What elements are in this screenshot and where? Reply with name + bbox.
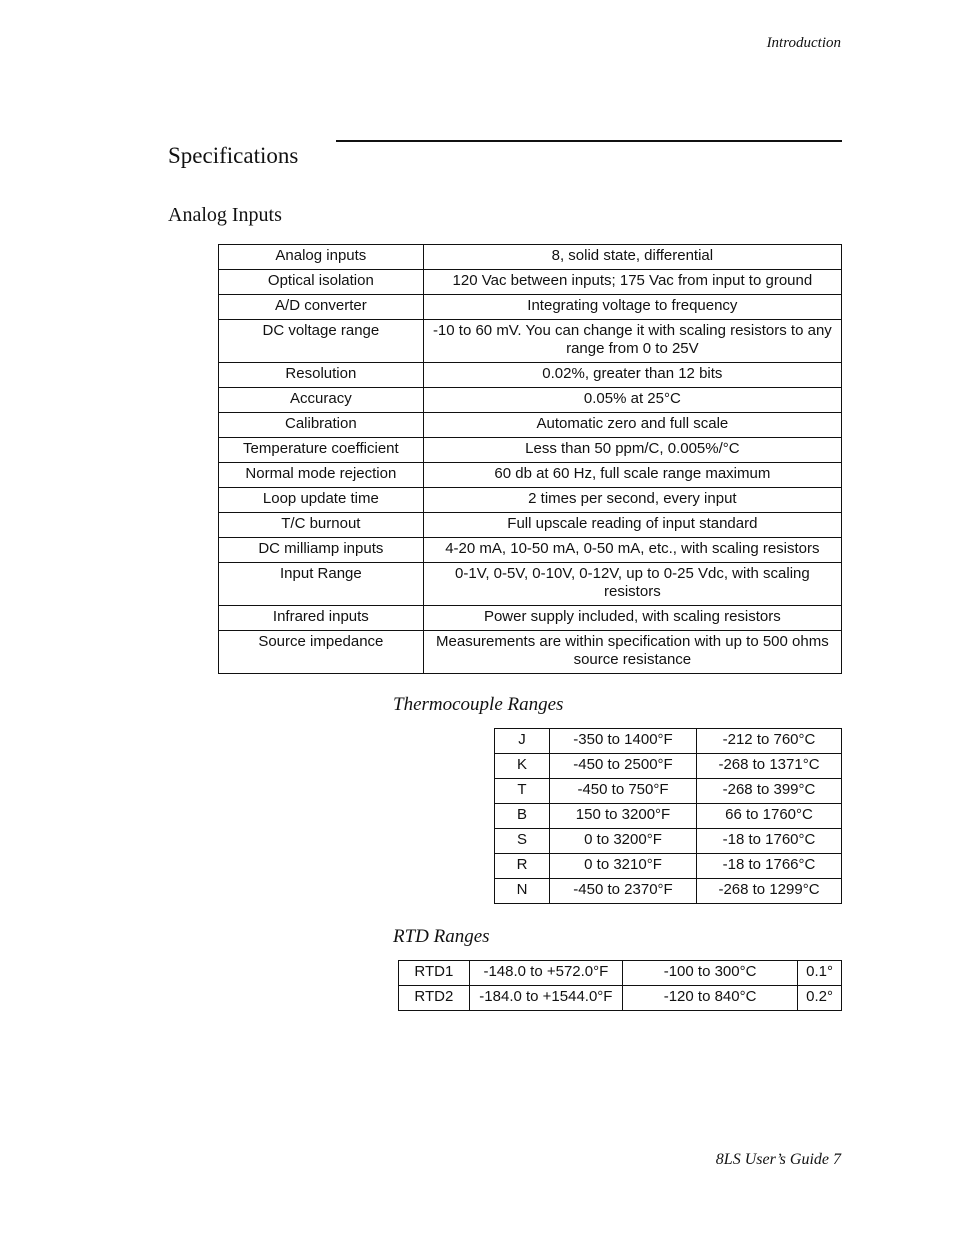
spec-label: Accuracy <box>219 388 424 413</box>
table-row <box>495 879 842 904</box>
tc-fahrenheit: -450 to 2370°F <box>550 879 697 904</box>
tc-celsius: -268 to 1371°C <box>697 754 842 779</box>
tc-type: K <box>495 754 550 779</box>
spec-value: Full upscale reading of input standard <box>423 513 841 538</box>
rtd-ranges-table <box>398 960 842 1011</box>
table-row <box>495 754 842 779</box>
spec-label: Loop update time <box>219 488 424 513</box>
table-row <box>219 538 842 563</box>
spec-value: 4-20 mA, 10-50 mA, 0-50 mA, etc., with scaling resistors <box>423 538 841 563</box>
table-row <box>219 270 842 295</box>
spec-label: Infrared inputs <box>219 606 424 631</box>
spec-value: 0.05% at 25°C <box>423 388 841 413</box>
spec-value: Less than 50 ppm/C, 0.005%/°C <box>423 438 841 463</box>
tc-fahrenheit: -450 to 750°F <box>550 779 697 804</box>
table-row <box>399 986 842 1011</box>
table-row <box>219 363 842 388</box>
tc-celsius: -18 to 1766°C <box>697 854 842 879</box>
rtd-resolution: 0.2° <box>798 986 842 1011</box>
spec-value: 120 Vac between inputs; 175 Vac from input to ground <box>423 270 841 295</box>
table-row <box>219 606 842 631</box>
running-footer: 8LS User’s Guide 7 <box>715 1151 841 1168</box>
tc-type: B <box>495 804 550 829</box>
tc-celsius: -268 to 1299°C <box>697 879 842 904</box>
table-row <box>495 854 842 879</box>
table-row <box>219 513 842 538</box>
table-row <box>219 463 842 488</box>
spec-value: 0-1V, 0-5V, 0-10V, 0-12V, up to 0-25 Vdc, with scaling resistors <box>423 563 841 606</box>
analog-inputs-title: Analog Inputs <box>168 204 282 226</box>
table-row <box>495 804 842 829</box>
rtd-resolution: 0.1° <box>798 961 842 986</box>
tc-type: T <box>495 779 550 804</box>
tc-type: S <box>495 829 550 854</box>
spec-value: -10 to 60 mV. You can change it with scaling resistors to any range from 0 to 25V <box>423 320 841 363</box>
tc-type: J <box>495 729 550 754</box>
spec-label: Input Range <box>219 563 424 606</box>
tc-type: N <box>495 879 550 904</box>
spec-value: 0.02%, greater than 12 bits <box>423 363 841 388</box>
spec-value: Automatic zero and full scale <box>423 413 841 438</box>
table-row <box>495 829 842 854</box>
tc-fahrenheit: 150 to 3200°F <box>550 804 697 829</box>
rtd-type: RTD2 <box>399 986 470 1011</box>
analog-inputs-table <box>218 244 842 674</box>
rtd-type: RTD1 <box>399 961 470 986</box>
rtd-fahrenheit: -184.0 to +1544.0°F <box>469 986 622 1011</box>
spec-label: A/D converter <box>219 295 424 320</box>
tc-celsius: -212 to 760°C <box>697 729 842 754</box>
spec-label: Optical isolation <box>219 270 424 295</box>
tc-fahrenheit: 0 to 3210°F <box>550 854 697 879</box>
spec-label: DC milliamp inputs <box>219 538 424 563</box>
spec-label: Temperature coefficient <box>219 438 424 463</box>
spec-label: Normal mode rejection <box>219 463 424 488</box>
table-row <box>495 729 842 754</box>
rtd-celsius: -120 to 840°C <box>623 986 798 1011</box>
spec-value: Integrating voltage to frequency <box>423 295 841 320</box>
spec-value: 8, solid state, differential <box>423 245 841 270</box>
table-row <box>219 245 842 270</box>
tc-celsius: -18 to 1760°C <box>697 829 842 854</box>
tc-celsius: 66 to 1760°C <box>697 804 842 829</box>
tc-fahrenheit: -350 to 1400°F <box>550 729 697 754</box>
spec-label: Source impedance <box>219 631 424 674</box>
rtd-celsius: -100 to 300°C <box>623 961 798 986</box>
table-row <box>219 295 842 320</box>
thermocouple-ranges-table <box>494 728 842 904</box>
tc-type: R <box>495 854 550 879</box>
table-row <box>219 631 842 674</box>
rtd-ranges-title: RTD Ranges <box>393 926 490 947</box>
spec-label: Analog inputs <box>219 245 424 270</box>
tc-fahrenheit: 0 to 3200°F <box>550 829 697 854</box>
spec-label: Resolution <box>219 363 424 388</box>
rtd-fahrenheit: -148.0 to +572.0°F <box>469 961 622 986</box>
table-row <box>219 388 842 413</box>
spec-value: Measurements are within specification with up to 500 ohms source resistance <box>423 631 841 674</box>
spec-label: DC voltage range <box>219 320 424 363</box>
table-row <box>495 779 842 804</box>
table-row <box>219 438 842 463</box>
spec-label: Calibration <box>219 413 424 438</box>
spec-label: T/C burnout <box>219 513 424 538</box>
table-row <box>219 320 842 363</box>
spec-value: Power supply included, with scaling resistors <box>423 606 841 631</box>
thermocouple-ranges-title: Thermocouple Ranges <box>393 694 564 715</box>
table-row <box>219 413 842 438</box>
section-rule <box>336 140 842 142</box>
table-row <box>219 563 842 606</box>
tc-fahrenheit: -450 to 2500°F <box>550 754 697 779</box>
table-row <box>399 961 842 986</box>
section-title: Specifications <box>168 143 299 168</box>
tc-celsius: -268 to 399°C <box>697 779 842 804</box>
table-row <box>219 488 842 513</box>
spec-value: 2 times per second, every input <box>423 488 841 513</box>
running-header: Introduction <box>766 35 841 51</box>
spec-value: 60 db at 60 Hz, full scale range maximum <box>423 463 841 488</box>
